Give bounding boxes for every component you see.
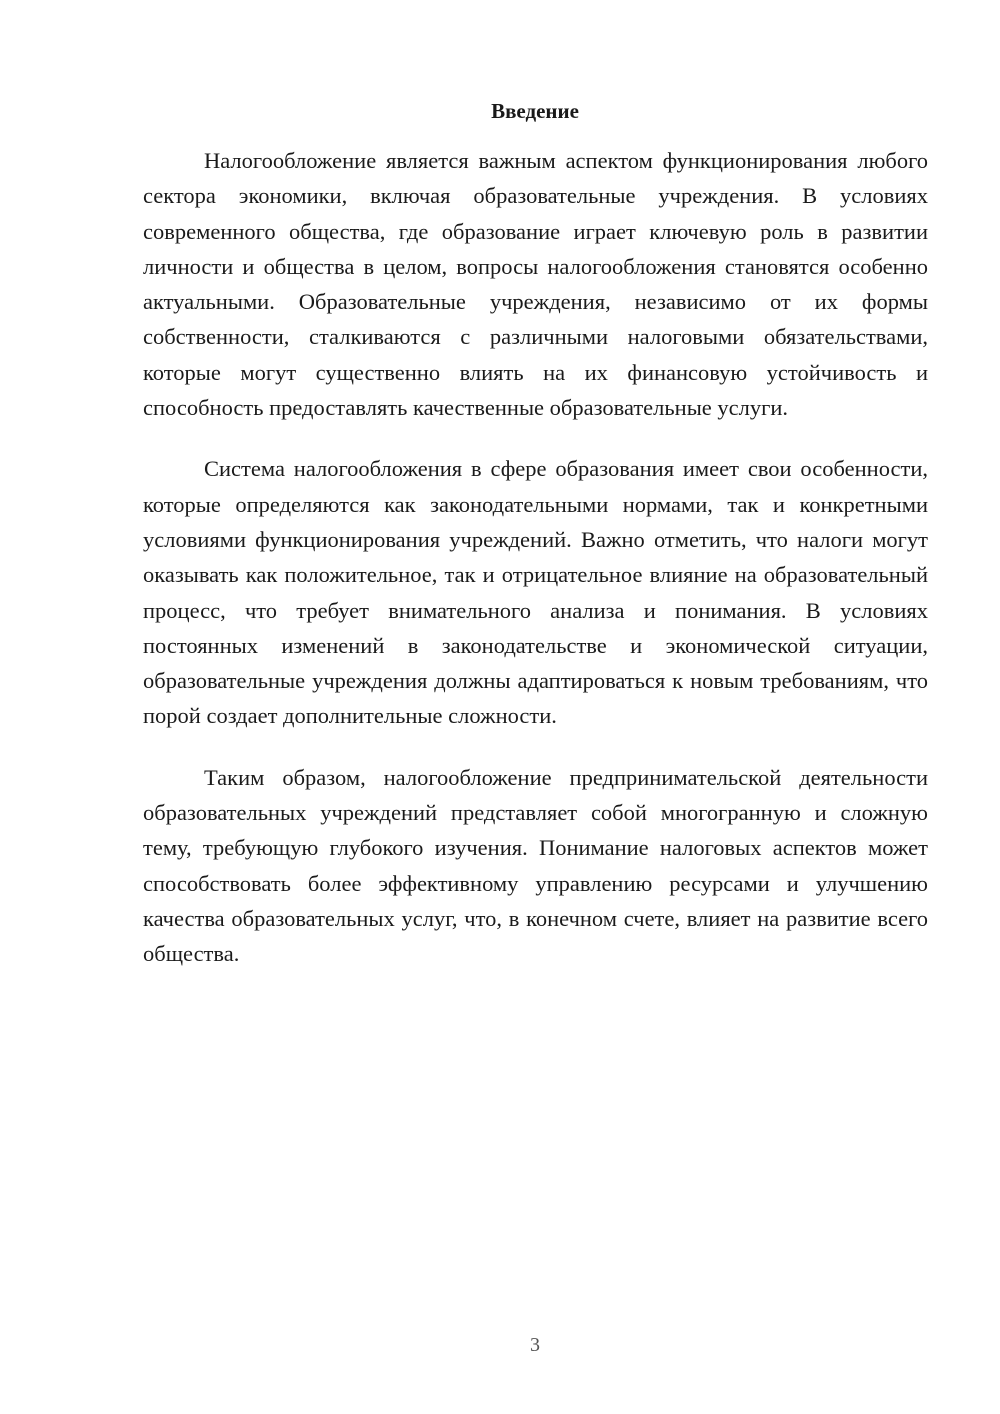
paragraph-2: Система налогообложения в сфере образования имеет свои особенности, которые определяются как законодательными нормами, так и конкретными условиями функционирования учреждений. Важно отметить, что налоги могут оказывать как положительное, так и отрицательное влияние на образовательный процесс, что требует внимательного анализа и понимания. В условиях постоянных изменений в законодательстве и экономической ситуации, образовательные учреждения должны адаптироваться к новым требованиям, что порой создает дополнительные сложности. [143, 456, 928, 729]
paragraph-1: Налогообложение является важным аспектом функционирования любого сектора экономики, включая образовательные учреждения. В условиях современного общества, где образование играет ключевую роль в развитии личности и общества в целом, вопросы налогообложения становятся особенно актуальными. Образовательные учреждения, независимо от их формы собственности, сталкиваются с различными налоговыми обязательствами, которые могут существенно влиять на их финансовую устойчивость и способность предоставлять качественные образовательные услуги. [143, 148, 928, 421]
body-text [143, 143, 928, 998]
paragraph-3: Таким образом, налогообложение предпринимательской деятельности образовательных учреждений представляет собой многогранную и сложную тему, требующую глубокого изучения. Понимание налоговых аспектов может способствовать более эффективному управлению ресурсами и улучшению качества образовательных услуг, что, в конечном счете, влияет на развитие всего общества. [143, 764, 928, 967]
page-number: 3 [530, 1334, 540, 1356]
section-heading: Введение [491, 99, 579, 123]
